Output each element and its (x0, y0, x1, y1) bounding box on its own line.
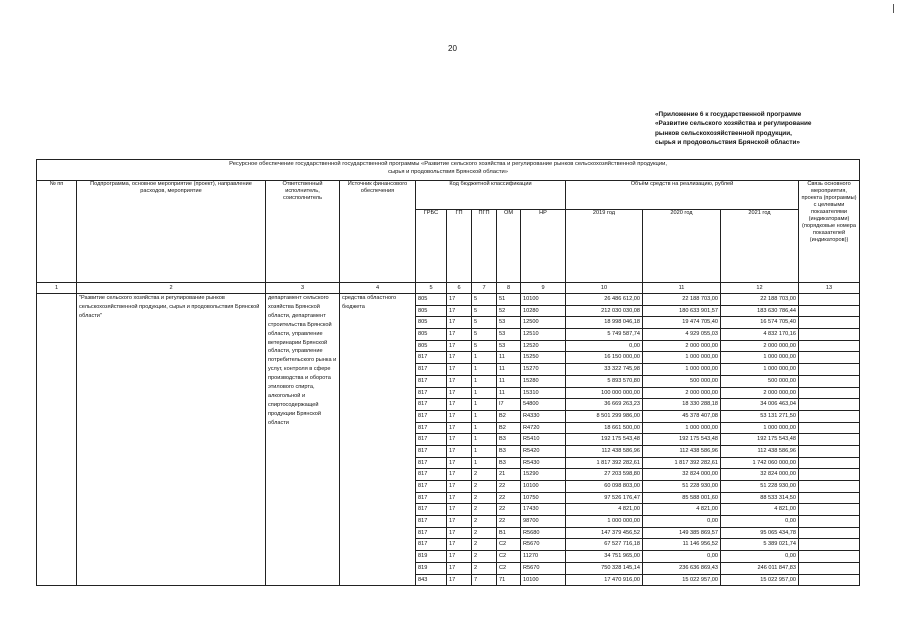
cell-pgp: 5 (472, 317, 497, 329)
cell-om: 11 (497, 375, 521, 387)
cell-nr: 10100 (521, 481, 566, 493)
cell-om: 22 (497, 516, 521, 528)
cell-pgp: 5 (472, 305, 497, 317)
cell-om: 71 (497, 574, 521, 586)
cell-link (799, 434, 860, 446)
table-title (37, 160, 860, 181)
header-subprogram: Подпрограмма, основное мероприятие (проект), направление расходов, мероприятие (77, 181, 266, 283)
cell-pgp: 2 (472, 469, 497, 481)
cell-om: 21 (497, 469, 521, 481)
cell-nr: 15250 (521, 352, 566, 364)
cell-y2019: 16 150 000,00 (566, 352, 643, 364)
column-number: 7 (472, 283, 497, 294)
cell-link (799, 387, 860, 399)
cell-gp: 17 (447, 329, 472, 341)
cell-pgp: 1 (472, 457, 497, 469)
cell-nr: R5410 (521, 434, 566, 446)
cell-y2021: 2 000 000,00 (721, 387, 799, 399)
cell-pgp: 1 (472, 445, 497, 457)
cell-gp: 17 (447, 551, 472, 563)
cell-nr: R4330 (521, 410, 566, 422)
cell-y2020: 4 929 055,03 (643, 329, 721, 341)
cell-y2019: 18 998 046,18 (566, 317, 643, 329)
cell-y2019: 100 000 000,00 (566, 387, 643, 399)
cell-om: 53 (497, 329, 521, 341)
cell-grbs: 805 (416, 305, 447, 317)
cell-y2021: 246 011 847,83 (721, 562, 799, 574)
cell-om: 22 (497, 504, 521, 516)
cell-grbs: 805 (416, 329, 447, 341)
cell-y2020: 11 146 956,52 (643, 539, 721, 551)
cell-link (799, 399, 860, 411)
column-number: 2 (77, 283, 266, 294)
cell-y2021: 4 821,00 (721, 504, 799, 516)
cell-pgp: 2 (472, 539, 497, 551)
appendix-line: рынков сельскохозяйственной продукции, (655, 129, 792, 137)
cell-y2020: 85 588 001,60 (643, 492, 721, 504)
cell-y2020: 4 821,00 (643, 504, 721, 516)
cell-om: 22 (497, 492, 521, 504)
cell-pgp: 2 (472, 516, 497, 528)
cell-y2021: 112 438 586,96 (721, 445, 799, 457)
appendix-note (655, 110, 845, 148)
cell-y2019: 17 470 916,00 (566, 574, 643, 586)
cell-y2019: 60 098 803,00 (566, 481, 643, 493)
cell-y2020: 2 000 000,00 (643, 340, 721, 352)
cell-y2021: 500 000,00 (721, 375, 799, 387)
cell-grbs: 819 (416, 562, 447, 574)
cell-y2020: 149 385 869,57 (643, 527, 721, 539)
cell-y2019: 212 030 030,08 (566, 305, 643, 317)
cell-om: B3 (497, 434, 521, 446)
header-volume: Объём средств на реализацию, рублей (566, 181, 799, 210)
cell-y2021: 53 131 271,50 (721, 410, 799, 422)
cell-gp: 17 (447, 340, 472, 352)
cell-om: I7 (497, 399, 521, 411)
cell-gp: 17 (447, 364, 472, 376)
cell-pgp: 7 (472, 574, 497, 586)
cell-y2021: 1 000 000,00 (721, 364, 799, 376)
cell-nr: R5680 (521, 527, 566, 539)
cell-y2019: 1 817 392 282,61 (566, 457, 643, 469)
cell-y2020: 1 000 000,00 (643, 422, 721, 434)
cell-link (799, 551, 860, 563)
cell-grbs: 817 (416, 434, 447, 446)
cell-nr: R5670 (521, 562, 566, 574)
column-number: 11 (643, 283, 721, 294)
cell-link (799, 352, 860, 364)
cell-pgp: 2 (472, 527, 497, 539)
cell-gp: 17 (447, 481, 472, 493)
cell-gp: 17 (447, 539, 472, 551)
cell-nr: R4720 (521, 422, 566, 434)
cell-grbs: 817 (416, 375, 447, 387)
cell-nr: 12500 (521, 317, 566, 329)
cell-link (799, 410, 860, 422)
cell-num (37, 294, 77, 586)
cell-link (799, 445, 860, 457)
table-title-line: Ресурсное обеспечение государственной государственной программы «Развитие сельского хозяйства и регулирование рынков сельскохозяйственной продукции, (229, 161, 667, 167)
cell-y2019: 147 379 456,52 (566, 527, 643, 539)
cell-nr: 17430 (521, 504, 566, 516)
cell-gp: 17 (447, 294, 472, 306)
column-number: 5 (416, 283, 447, 294)
cell-grbs: 819 (416, 551, 447, 563)
cell-link (799, 516, 860, 528)
cell-om: B3 (497, 445, 521, 457)
cell-gp: 17 (447, 516, 472, 528)
cell-nr: 15270 (521, 364, 566, 376)
cell-y2021: 0,00 (721, 516, 799, 528)
cell-gp: 17 (447, 504, 472, 516)
cell-nr: 10750 (521, 492, 566, 504)
header-2019: 2019 год (566, 210, 643, 283)
cell-pgp: 2 (472, 504, 497, 516)
cell-gp: 17 (447, 562, 472, 574)
cell-link (799, 317, 860, 329)
cell-y2020: 22 188 703,00 (643, 294, 721, 306)
cell-grbs: 805 (416, 340, 447, 352)
cell-nr: 12510 (521, 329, 566, 341)
cell-om: 51 (497, 294, 521, 306)
cell-pgp: 1 (472, 352, 497, 364)
cell-pgp: 2 (472, 562, 497, 574)
cell-nr: 11270 (521, 551, 566, 563)
header-grbs: ГРБС (416, 210, 447, 283)
header-2021: 2021 год (721, 210, 799, 283)
cell-gp: 17 (447, 574, 472, 586)
cell-pgp: 5 (472, 329, 497, 341)
header-source: Источник финансового обеспечения (340, 181, 416, 283)
cell-y2019: 1 000 000,00 (566, 516, 643, 528)
cell-y2019: 26 486 612,00 (566, 294, 643, 306)
cell-grbs: 817 (416, 364, 447, 376)
cell-y2019: 5 893 570,80 (566, 375, 643, 387)
cell-y2020: 0,00 (643, 551, 721, 563)
cell-nr: 10100 (521, 574, 566, 586)
cell-om: 11 (497, 364, 521, 376)
column-number: 1 (37, 283, 77, 294)
column-number: 6 (447, 283, 472, 294)
cell-link (799, 492, 860, 504)
cell-link (799, 481, 860, 493)
cell-y2020: 2 000 000,00 (643, 387, 721, 399)
cell-y2021: 32 824 000,00 (721, 469, 799, 481)
cell-gp: 17 (447, 445, 472, 457)
cell-y2021: 4 832 170,16 (721, 329, 799, 341)
cell-om: B2 (497, 410, 521, 422)
cell-y2020: 45 378 407,08 (643, 410, 721, 422)
cell-nr: 54800 (521, 399, 566, 411)
cell-grbs: 817 (416, 352, 447, 364)
cell-gp: 17 (447, 422, 472, 434)
cell-y2020: 15 022 957,00 (643, 574, 721, 586)
cell-grbs: 817 (416, 516, 447, 528)
cell-source: средства областного бюджета (340, 294, 416, 586)
cell-nr: R5420 (521, 445, 566, 457)
cell-y2021: 34 006 463,04 (721, 399, 799, 411)
cell-y2020: 18 330 288,18 (643, 399, 721, 411)
cell-y2020: 1 000 000,00 (643, 364, 721, 376)
column-number: 4 (340, 283, 416, 294)
cell-gp: 17 (447, 492, 472, 504)
cell-y2020: 51 228 930,00 (643, 481, 721, 493)
column-number: 12 (721, 283, 799, 294)
cell-gp: 17 (447, 387, 472, 399)
cell-nr: R5670 (521, 539, 566, 551)
cell-grbs: 817 (416, 527, 447, 539)
cell-pgp: 1 (472, 422, 497, 434)
cell-y2021: 16 574 705,40 (721, 317, 799, 329)
cell-y2021: 0,00 (721, 551, 799, 563)
cell-y2019: 750 328 145,14 (566, 562, 643, 574)
header-pgp: ПГП (472, 210, 497, 283)
cell-y2021: 51 228 930,00 (721, 481, 799, 493)
column-number: 9 (521, 283, 566, 294)
cell-gp: 17 (447, 434, 472, 446)
cell-gp: 17 (447, 352, 472, 364)
cell-y2021: 95 065 434,78 (721, 527, 799, 539)
cell-nr: R5430 (521, 457, 566, 469)
cell-link (799, 340, 860, 352)
cell-y2019: 18 661 500,00 (566, 422, 643, 434)
cell-link (799, 364, 860, 376)
cell-link (799, 375, 860, 387)
cell-link (799, 562, 860, 574)
cell-om: B1 (497, 527, 521, 539)
cell-gp: 17 (447, 457, 472, 469)
cell-y2020: 500 000,00 (643, 375, 721, 387)
cell-y2019: 0,00 (566, 340, 643, 352)
header-2020: 2020 год (643, 210, 721, 283)
column-number: 13 (799, 283, 860, 294)
cell-y2019: 4 821,00 (566, 504, 643, 516)
cell-y2020: 112 438 586,96 (643, 445, 721, 457)
cell-y2020: 192 175 543,48 (643, 434, 721, 446)
cell-y2020: 180 633 901,57 (643, 305, 721, 317)
cell-om: 52 (497, 305, 521, 317)
cell-pgp: 2 (472, 492, 497, 504)
table-title-line: сырья и продовольствия Брянской области» (388, 169, 508, 175)
cell-y2019: 67 527 716,18 (566, 539, 643, 551)
cell-pgp: 1 (472, 399, 497, 411)
cell-link (799, 539, 860, 551)
cell-subprogram: "Развитие сельского хозяйства и регулирование рынков сельскохозяйственной продукции, сырья и продовольствия Брянской области" (77, 294, 266, 586)
cell-nr: 15310 (521, 387, 566, 399)
cell-gp: 17 (447, 399, 472, 411)
cell-y2021: 5 389 021,74 (721, 539, 799, 551)
appendix-line: «Приложение 6 к государственной программе (655, 111, 802, 118)
cell-pgp: 1 (472, 375, 497, 387)
cell-om: 11 (497, 352, 521, 364)
cell-grbs: 817 (416, 457, 447, 469)
cell-y2019: 27 203 598,80 (566, 469, 643, 481)
cell-y2020: 32 824 000,00 (643, 469, 721, 481)
cell-nr: 10280 (521, 305, 566, 317)
cell-y2021: 88 533 314,50 (721, 492, 799, 504)
header-nr: НР (521, 210, 566, 283)
cell-pgp: 1 (472, 364, 497, 376)
appendix-line: «Развитие сельского хозяйства и регулирование (655, 120, 812, 128)
cell-y2020: 19 474 705,40 (643, 317, 721, 329)
cell-om: C2 (497, 551, 521, 563)
cell-executor: департамент сельского хозяйства Брянской области, департамент строительства Брянской области, управление ветеринарии Брянской области, управление потребительского рынка и услуг, контроля в сфере производства и оборота этилового спирта, алкогольной и спиртосодержащей продукции Брянской области (266, 294, 340, 586)
cell-grbs: 817 (416, 399, 447, 411)
cell-y2021: 1 000 000,00 (721, 422, 799, 434)
cell-y2021: 22 188 703,00 (721, 294, 799, 306)
cell-link (799, 574, 860, 586)
column-number-row (37, 283, 860, 294)
cell-om: B2 (497, 422, 521, 434)
cell-y2021: 15 022 957,00 (721, 574, 799, 586)
cell-link (799, 294, 860, 306)
cell-y2019: 97 526 176,47 (566, 492, 643, 504)
column-number: 10 (566, 283, 643, 294)
column-number: 3 (266, 283, 340, 294)
cell-pgp: 1 (472, 387, 497, 399)
header-link: Связь основного мероприятия, проекта (программы) с целевыми показателями (индикаторами) (порядковые номера показателей (индикаторов)) (799, 181, 860, 283)
page-edge-mark (893, 4, 894, 13)
cell-grbs: 817 (416, 481, 447, 493)
cell-grbs: 805 (416, 294, 447, 306)
cell-nr: 10100 (521, 294, 566, 306)
cell-om: 11 (497, 387, 521, 399)
cell-om: 53 (497, 317, 521, 329)
cell-grbs: 817 (416, 492, 447, 504)
cell-y2019: 112 438 586,96 (566, 445, 643, 457)
cell-link (799, 469, 860, 481)
cell-nr: 15280 (521, 375, 566, 387)
cell-pgp: 2 (472, 551, 497, 563)
cell-grbs: 817 (416, 469, 447, 481)
cell-y2019: 192 175 543,48 (566, 434, 643, 446)
cell-y2020: 1 000 000,00 (643, 352, 721, 364)
cell-gp: 17 (447, 317, 472, 329)
cell-y2019: 33 322 745,98 (566, 364, 643, 376)
cell-gp: 17 (447, 527, 472, 539)
cell-gp: 17 (447, 410, 472, 422)
cell-pgp: 1 (472, 434, 497, 446)
cell-y2020: 0,00 (643, 516, 721, 528)
cell-nr: 12520 (521, 340, 566, 352)
cell-gp: 17 (447, 305, 472, 317)
cell-nr: 15290 (521, 469, 566, 481)
header-om: ОМ (497, 210, 521, 283)
cell-link (799, 527, 860, 539)
cell-y2021: 183 630 786,44 (721, 305, 799, 317)
column-number: 8 (497, 283, 521, 294)
cell-grbs: 817 (416, 410, 447, 422)
cell-om: B3 (497, 457, 521, 469)
cell-link (799, 457, 860, 469)
cell-grbs: 817 (416, 445, 447, 457)
cell-grbs: 843 (416, 574, 447, 586)
cell-link (799, 422, 860, 434)
cell-om: C2 (497, 562, 521, 574)
table-row (37, 294, 860, 306)
cell-y2019: 36 669 263,23 (566, 399, 643, 411)
cell-y2021: 192 175 543,48 (721, 434, 799, 446)
cell-pgp: 5 (472, 340, 497, 352)
cell-y2020: 236 636 869,43 (643, 562, 721, 574)
cell-y2021: 2 000 000,00 (721, 340, 799, 352)
cell-grbs: 817 (416, 539, 447, 551)
cell-gp: 17 (447, 375, 472, 387)
cell-grbs: 817 (416, 387, 447, 399)
cell-om: 22 (497, 481, 521, 493)
cell-link (799, 305, 860, 317)
cell-gp: 17 (447, 469, 472, 481)
cell-link (799, 504, 860, 516)
cell-y2021: 1 742 060 000,00 (721, 457, 799, 469)
cell-link (799, 329, 860, 341)
cell-y2021: 1 000 000,00 (721, 352, 799, 364)
cell-om: C2 (497, 539, 521, 551)
header-budget-code: Код бюджетной классификации (416, 181, 566, 210)
cell-pgp: 1 (472, 410, 497, 422)
cell-y2020: 1 817 392 282,61 (643, 457, 721, 469)
header-executor: Ответственный исполнитель, соисполнитель (266, 181, 340, 283)
cell-y2019: 5 749 587,74 (566, 329, 643, 341)
cell-grbs: 805 (416, 317, 447, 329)
cell-grbs: 817 (416, 422, 447, 434)
cell-pgp: 5 (472, 294, 497, 306)
cell-om: 53 (497, 340, 521, 352)
resource-table (36, 159, 860, 586)
cell-grbs: 817 (416, 504, 447, 516)
header-num: № пп (37, 181, 77, 283)
cell-y2019: 34 751 965,00 (566, 551, 643, 563)
page-number: 20 (448, 44, 457, 53)
header-gp: ГП (447, 210, 472, 283)
cell-nr: 98700 (521, 516, 566, 528)
cell-pgp: 2 (472, 481, 497, 493)
cell-y2019: 8 501 299 986,00 (566, 410, 643, 422)
appendix-line: сырья и продовольствия Брянской области» (655, 139, 800, 147)
